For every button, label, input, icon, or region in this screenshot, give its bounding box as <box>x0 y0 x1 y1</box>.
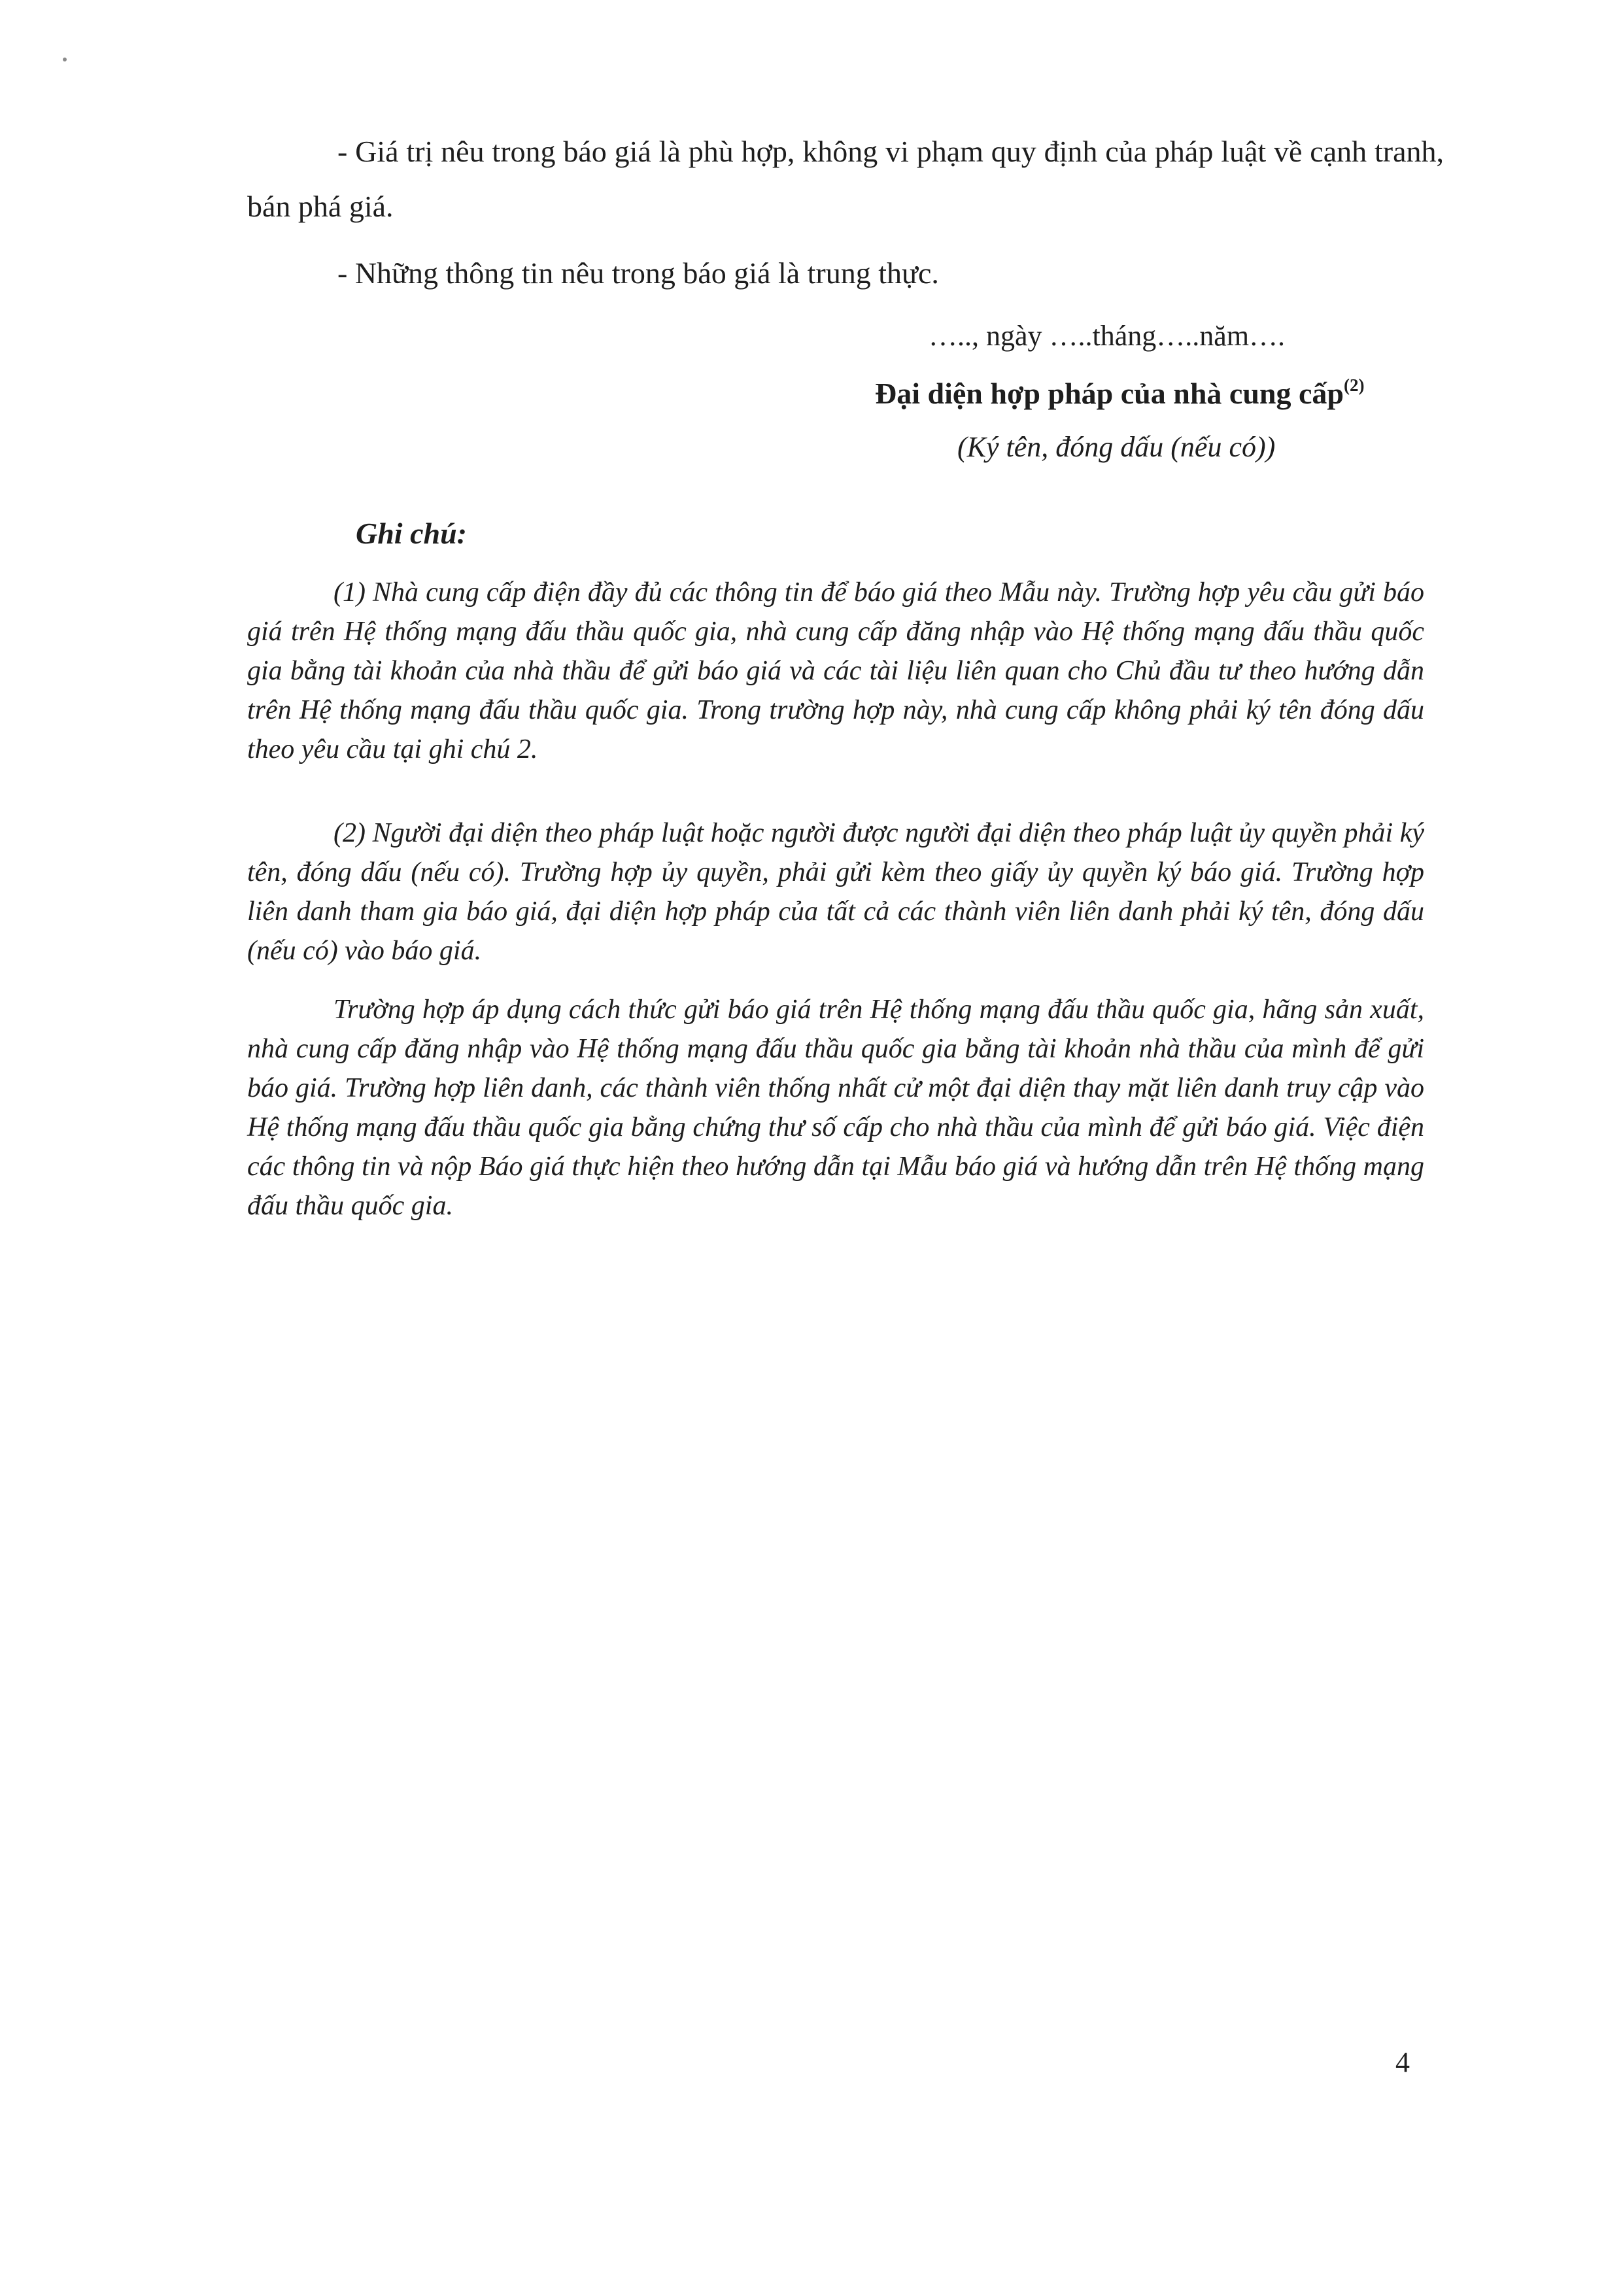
note-paragraph-3: Trường hợp áp dụng cách thức gửi báo giá trên Hệ thống mạng đấu thầu quốc gia, hãng sản xuất, nhà cung cấp đăng nhập vào Hệ thống mạng đấu thầu quốc gia bằng tài khoản nhà thầu của mình để gửi báo giá. Trường hợp liên danh, các thành viên thống nhất cử một đại diện thay mặt liên danh truy cập vào Hệ thống mạng đấu thầu quốc gia bằng chứng thư số cấp cho nhà thầu của mình để gửi báo giá. Việc điện các thông tin và nộp Báo giá thực hiện theo hướng dẫn tại Mẫu báo giá và hướng dẫn trên Hệ thống mạng đấu thầu quốc gia. <box>247 995 1424 1221</box>
commitment-bullet-truthful: - Những thông tin nêu trong báo giá là trung thực. <box>337 256 939 290</box>
signatory-footnote-ref: (2) <box>1344 375 1365 395</box>
signature-instruction: (Ký tên, đóng dấu (nếu có)) <box>957 431 1276 463</box>
notes-heading: Ghi chú: <box>356 517 467 550</box>
page-number: 4 <box>1395 2046 1410 2078</box>
signatory-title <box>875 374 1364 413</box>
signatory-title-text: Đại diện hợp pháp của nhà cung cấp <box>875 377 1344 410</box>
date-line: ….., ngày …..tháng…..năm…. <box>929 320 1286 352</box>
commitment-bullet-pricing: - Giá trị nêu trong báo giá là phù hợp, không vi phạm quy định của pháp luật về cạnh tranh, bán phá giá. <box>247 135 1444 223</box>
note-paragraph-2: (2) Người đại diện theo pháp luật hoặc người được người đại diện theo pháp luật ủy quyền phải ký tên, đóng dấu (nếu có). Trường hợp ủy quyền, phải gửi kèm theo giấy ủy quyền ký báo giá. Trường hợp liên danh tham gia báo giá, đại diện hợp pháp của tất cả các thành viên liên danh phải ký tên, đóng dấu (nếu có) vào báo giá. <box>247 818 1424 966</box>
note-paragraph-1: (1) Nhà cung cấp điện đầy đủ các thông tin để báo giá theo Mẫu này. Trường hợp yêu cầu gửi báo giá trên Hệ thống mạng đấu thầu quốc gia, nhà cung cấp đăng nhập vào Hệ thống mạng đấu thầu quốc gia bằng tài khoản của nhà thầu để gửi báo giá và các tài liệu liên quan cho Chủ đầu tư theo hướng dẫn trên Hệ thống mạng đấu thầu quốc gia. Trong trường hợp này, nhà cung cấp không phải ký tên đóng dấu theo yêu cầu tại ghi chú 2. <box>247 577 1424 764</box>
scan-speck <box>63 58 67 61</box>
